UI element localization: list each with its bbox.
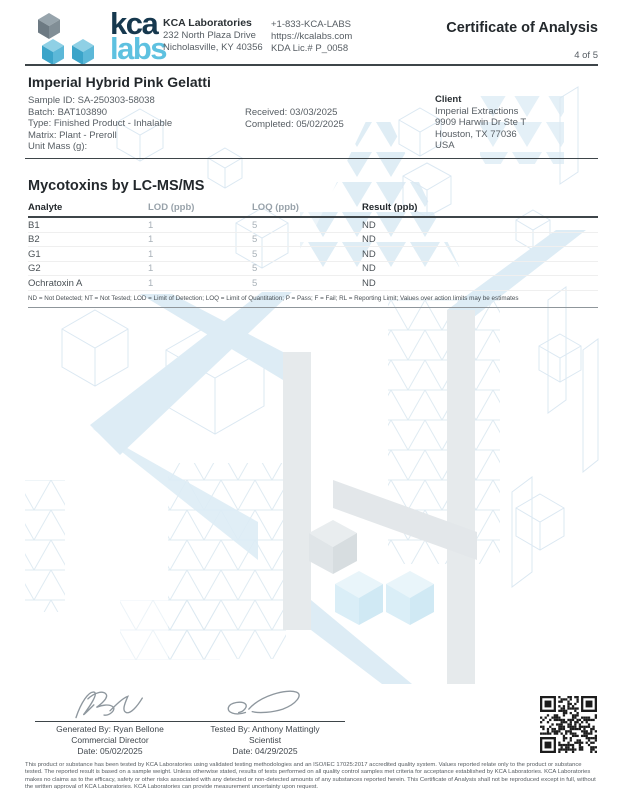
- logo-wordmark: [110, 6, 167, 66]
- results-table-header: [28, 202, 598, 218]
- signature-block-tested: [185, 687, 345, 757]
- signature-line: [35, 721, 185, 722]
- analyte-cell: G2: [28, 263, 41, 274]
- sample-divider: [25, 158, 598, 159]
- table-footnote: ND = Not Detected; NT = Not Tested; LOD = Limit of Detection; LOQ = Limit of Quantitation; P = Pass; F = Fail; RL = Reporting Limit; Values over action limits may be estimates: [28, 294, 519, 302]
- table-row: [28, 276, 598, 291]
- client-city: Houston, TX 77036: [435, 128, 517, 140]
- signature-scribble-anthony: [185, 687, 345, 721]
- lod-cell: 1: [148, 219, 154, 231]
- loq-cell: 5: [252, 263, 258, 274]
- logo-word-kca: kca: [110, 6, 158, 41]
- client-block: [435, 94, 526, 152]
- generated-by: Generated By: Ryan Bellone: [56, 724, 164, 734]
- col-loq: LOQ (ppb): [252, 202, 299, 213]
- lod-cell: 1: [148, 263, 154, 274]
- loq-cell: 5: [252, 277, 258, 289]
- qr-code: [540, 696, 597, 753]
- loq-cell: 5: [252, 234, 258, 245]
- legal-disclaimer: This product or substance has been tested by KCA Laboratories using validated testing methodologies and an ISO/IEC 17025:2017 accredited quality system. Values reported relate only to the product or substance tested. The reported result is based on a sample weight. Unless otherwise stated, results of tests performed on all quality control samples met criteria for acceptance established by KCA Laboratories. KCA Laboratories makes no claims as to the efficacy, safety or other risks associated with any detected or non-detected amounts of any substances reported herein. This Certificate of Analysis shall not be reproduced except in full, without the written approval of KCA Laboratories. KCA Laboratories can provide measurement uncertainty upon request.: [25, 762, 596, 790]
- sample-matrix: Matrix: Plant - Preroll: [28, 129, 117, 141]
- product-name: Imperial Hybrid Pink Gelatti: [28, 74, 211, 90]
- lod-cell: 1: [148, 248, 154, 260]
- lab-contact-block: [271, 19, 352, 55]
- signature-scribble-ryan: [35, 687, 185, 721]
- lab-website: https://kcalabs.com: [271, 31, 353, 42]
- tested-date: Date: 04/29/2025: [232, 746, 298, 756]
- col-result: Result (ppb): [362, 202, 418, 213]
- lab-name: KCA Laboratories: [163, 17, 252, 29]
- table-row: [28, 247, 598, 262]
- lod-cell: 1: [148, 277, 154, 289]
- loq-cell: 5: [252, 219, 258, 231]
- kca-cubes-logo: [33, 8, 105, 70]
- lod-cell: 1: [148, 234, 154, 245]
- generated-date: Date: 05/02/2025: [77, 746, 143, 756]
- lab-address-line2: Nicholasville, KY 40356: [163, 42, 263, 53]
- loq-cell: 5: [252, 248, 258, 260]
- header-divider: [25, 64, 598, 66]
- results-table: [28, 202, 598, 308]
- result-cell: ND: [362, 263, 376, 274]
- signature-line: [185, 721, 345, 722]
- analyte-cell: B2: [28, 234, 40, 245]
- client-label: Client: [435, 94, 462, 105]
- result-cell: ND: [362, 277, 376, 289]
- lab-phone: +1-833-KCA-LABS: [271, 19, 351, 30]
- client-name: Imperial Extractions: [435, 105, 519, 117]
- sample-details-block: [28, 95, 172, 153]
- section-title-mycotoxins: Mycotoxins by LC-MS/MS: [28, 178, 205, 194]
- client-address: 9909 Harwin Dr Ste T: [435, 117, 527, 129]
- lab-address-block: [163, 17, 263, 54]
- received-date: Received: 03/03/2025: [245, 107, 338, 118]
- page-number: 4 of 5: [574, 50, 598, 61]
- generated-by-role: Commercial Director: [71, 735, 149, 745]
- result-cell: ND: [362, 219, 376, 231]
- table-row: [28, 218, 598, 233]
- tested-by-role: Scientist: [248, 735, 282, 745]
- table-row: [28, 233, 598, 248]
- analyte-cell: B1: [28, 219, 40, 231]
- analyte-cell: Ochratoxin A: [28, 277, 83, 289]
- signature-block-generated: [35, 687, 185, 757]
- result-cell: ND: [362, 248, 376, 260]
- lab-license: KDA Lic.# P_0058: [271, 43, 349, 54]
- document-title: Certificate of Analysis: [446, 20, 598, 36]
- table-row: [28, 262, 598, 277]
- sample-unit-mass: Unit Mass (g):: [28, 141, 88, 153]
- logo-word-labs: labs: [110, 31, 167, 66]
- sample-id: Sample ID: SA-250303-58038: [28, 95, 155, 106]
- footnote-divider: [28, 307, 598, 308]
- sample-type: Type: Finished Product - Inhalable: [28, 118, 173, 130]
- result-cell: ND: [362, 234, 376, 245]
- sample-batch: Batch: BAT103890: [28, 106, 108, 118]
- analyte-cell: G1: [28, 248, 41, 260]
- col-analyte: Analyte: [28, 202, 63, 213]
- col-lod: LOD (ppb): [148, 202, 195, 213]
- client-country: USA: [435, 140, 455, 152]
- tested-by: Tested By: Anthony Mattingly: [210, 724, 320, 734]
- sample-dates-block: [245, 107, 344, 130]
- lab-address-line1: 232 North Plaza Drive: [163, 30, 256, 41]
- completed-date: Completed: 05/02/2025: [245, 118, 344, 130]
